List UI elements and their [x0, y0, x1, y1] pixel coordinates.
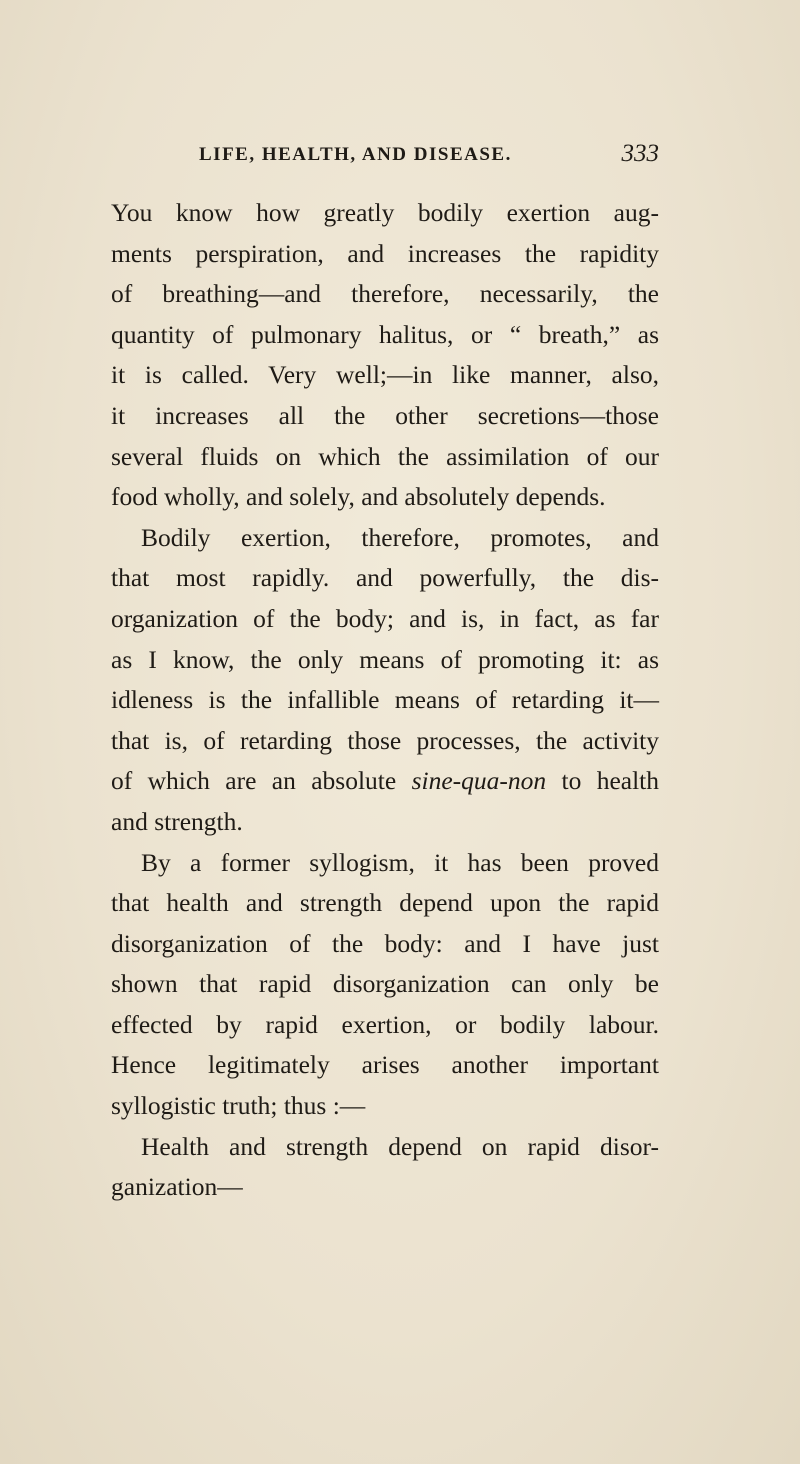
text-line: food wholly, and solely, and absolutely depends. [111, 482, 606, 512]
text-line: disorganization of the body: and I have just [111, 928, 659, 958]
text-line: that health and strength depend upon the rapid [111, 888, 659, 918]
text-line: of breathing—and therefore, necessarily, the [111, 279, 659, 309]
text-line: quantity of pulmonary halitus, or “ breath,” as [111, 319, 659, 349]
text-line-with-italic [111, 761, 659, 802]
text-line: it is called. Very well;—in like manner, also, [111, 360, 659, 390]
text-line: as I know, the only means of promoting it: as [111, 644, 659, 674]
text-line: By a former syllogism, it has been proved [141, 847, 659, 877]
text-line: ments perspiration, and increases the rapidity [111, 238, 659, 268]
text-segment: of which are an absolute [111, 766, 397, 796]
page-header [199, 140, 659, 180]
text-line: effected by rapid exertion, or bodily labour. [111, 1009, 659, 1039]
italic-phrase: sine-qua-non [411, 766, 547, 796]
text-line: ganization— [111, 1172, 243, 1202]
text-line: and strength. [111, 806, 243, 836]
text-line: syllogistic truth; thus :— [111, 1091, 366, 1121]
page-number: 333 [621, 140, 659, 167]
body-text [111, 193, 659, 1208]
running-title: LIFE, HEALTH, AND DISEASE. [199, 144, 512, 165]
text-line: Bodily exertion, therefore, promotes, and [141, 522, 659, 552]
text-segment: to health [561, 766, 660, 796]
text-line: that is, of retarding those processes, the activity [111, 725, 659, 755]
text-line: Hence legitimately arises another important [111, 1050, 659, 1080]
text-line: idleness is the infallible means of retarding it— [111, 685, 659, 715]
text-line: several fluids on which the assimilation of our [111, 441, 659, 471]
text-line: shown that rapid disorganization can only be [111, 969, 659, 999]
text-line: Health and strength depend on rapid disor- [141, 1131, 659, 1161]
text-line: it increases all the other secretions—those [111, 400, 659, 430]
text-line: You know how greatly bodily exertion aug- [111, 198, 659, 227]
text-line: that most rapidly. and powerfully, the dis- [111, 563, 659, 593]
text-line: organization of the body; and is, in fact, as far [111, 603, 659, 633]
